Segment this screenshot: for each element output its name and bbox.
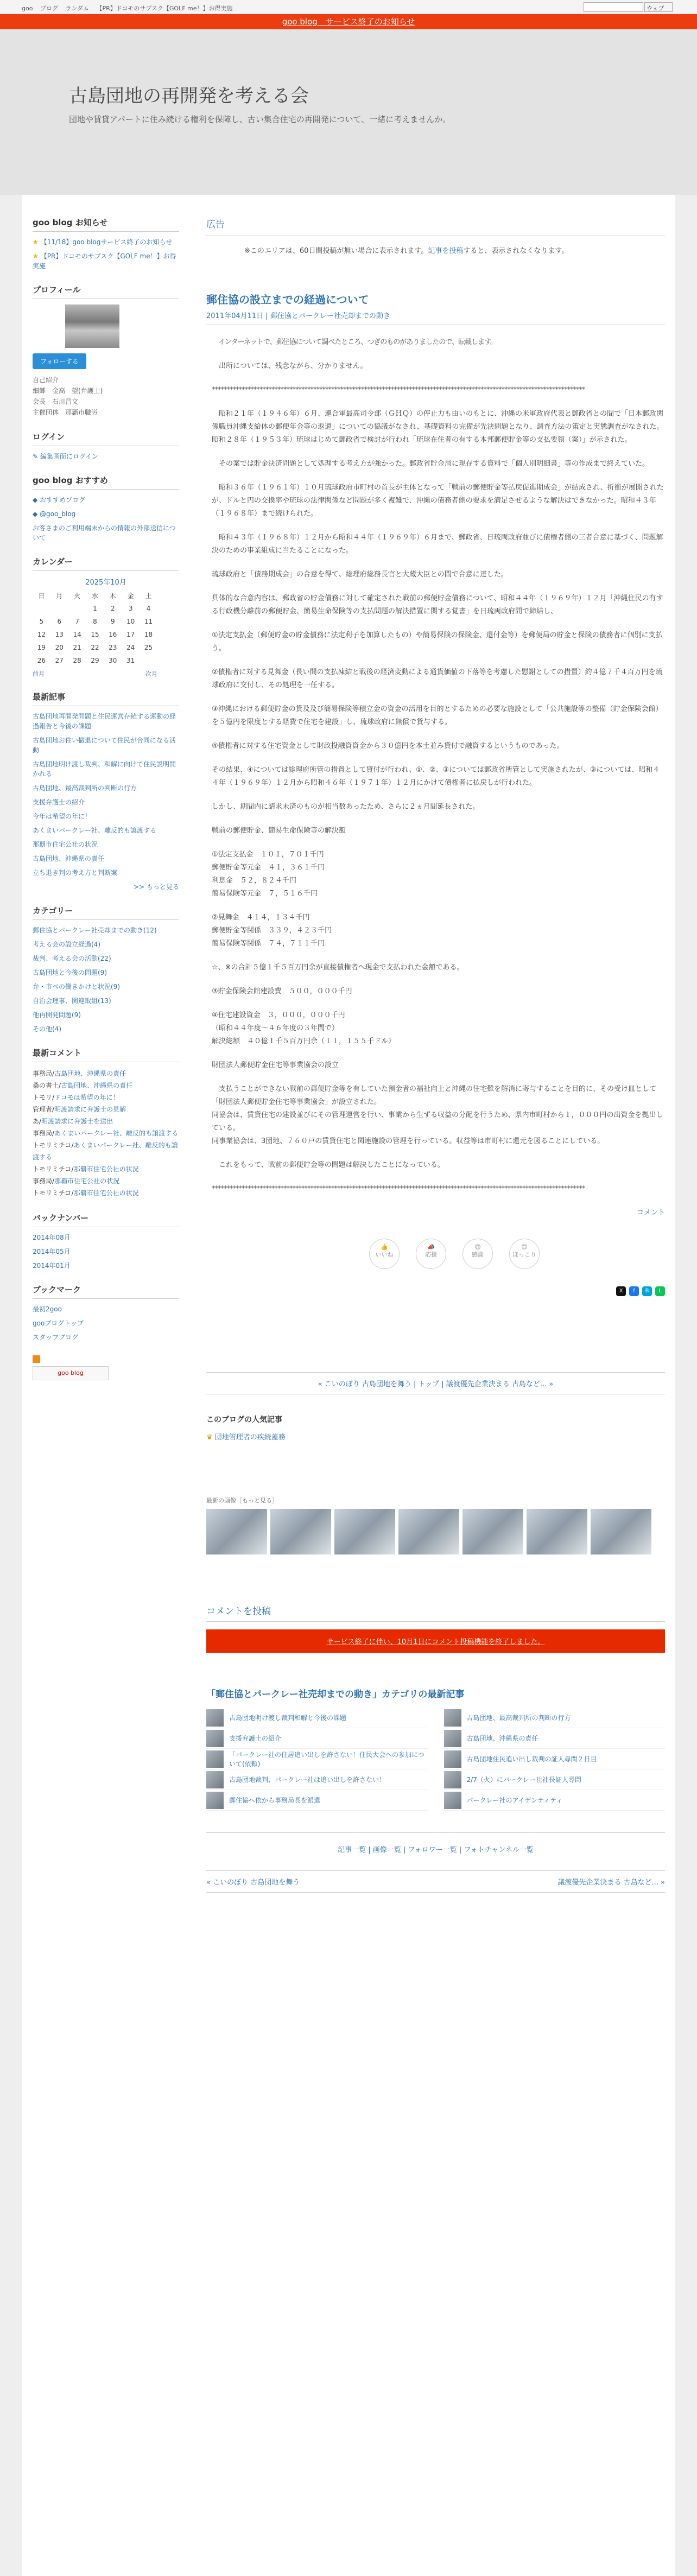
category-latest-item[interactable]: 郵住協へ依から事務局長を派遣 bbox=[206, 1790, 428, 1811]
top-nav bbox=[22, 4, 326, 12]
entry-paragraph: ②債権者に対する見舞金（長い間の支払凍結と戦後の経済変動による通貨価値の下落等を考慮した慰謝としての措置）約４億７千４百万円を琉球政府に交付し、その処理を一任する。 bbox=[212, 668, 663, 689]
backnumber-box bbox=[33, 1212, 179, 1271]
article-thumb bbox=[444, 1709, 461, 1727]
footer-links[interactable]: 記事一覧 | 画像一覧 | フォロワー一覧 | フォトチャンネル一覧 bbox=[206, 1832, 665, 1854]
category-latest-heading: 「郵住協とパークレー社売却までの動き」カテゴリの最新記事 bbox=[206, 1689, 465, 1700]
top-link-random[interactable]: ランダム bbox=[65, 5, 90, 12]
share-buttons bbox=[206, 1286, 665, 1296]
entry-paragraph: ③沖縄における郵便貯金の貸及及び簡易保険等積立金の資金の活用を目的とするための必要な施設として「公共施設等の整備（貯金保険会館）を５億円を限度とする経費で住宅を建設」し、琉球政府に無償で貸与する。 bbox=[212, 705, 663, 726]
photo-strip bbox=[206, 1509, 665, 1555]
star-icon: ★ bbox=[33, 238, 39, 246]
profile-avatar[interactable] bbox=[65, 304, 119, 348]
category-latest-item[interactable]: 「パークレー社の住居追い出しを許さない！住民大会への参加について(依頼) bbox=[206, 1749, 428, 1769]
top-bar bbox=[0, 0, 697, 14]
login-box bbox=[33, 431, 179, 461]
entry-paragraph: 琉球政府と「債務期成会」の合意を得て、総理府総務長官と大蔵大臣との間で合意に達した。 bbox=[212, 570, 508, 579]
bookmark-box bbox=[33, 1284, 179, 1342]
profile-line: 細郷 金高 望(弁護士) bbox=[33, 387, 103, 395]
reaction-warm-button[interactable]: 😊 ほっこり bbox=[509, 1239, 540, 1269]
x-icon: ◆ bbox=[33, 510, 40, 518]
login-link[interactable]: ✎ 編集画面にログイン bbox=[33, 453, 99, 460]
calendar-heading: カレンダー bbox=[33, 556, 179, 571]
entry-paragraph: 具体的な合意内容は、郵政省の貯金債務に対して確定された戦前の郵便貯金債務について、昭和４４年（１９６９年）１２月「沖縄住民の有する行政機分離前の郵便貯金、簡易生命保険等の支払問題の解決措置に関する覚書」を日琉両政府間で締結し、 bbox=[212, 594, 663, 616]
entry-title[interactable]: 郵住協の設立までの経過について bbox=[206, 293, 369, 306]
facebook-share-icon[interactable]: f bbox=[629, 1286, 639, 1296]
calendar-box bbox=[33, 556, 179, 678]
photo-thumb[interactable] bbox=[270, 1509, 331, 1555]
footer-pager bbox=[206, 1870, 665, 1893]
comment-closed-notice[interactable]: サービス終了に伴い、10月1日にコメント投稿機能を終了しました。 bbox=[206, 1629, 665, 1653]
profile-line: 主催団体 那覇市職労 bbox=[33, 409, 98, 416]
category-latest-item[interactable]: 2/7（火）にパークレー社社長証人尋問 bbox=[444, 1769, 666, 1790]
entry-paragraph: ①法定支払金 １０１，７０１千円 郵便貯金等元金 ４１，３６１千円 利息金 ５２，８２４千円 簡易保険等元金 ７，５１６千円 bbox=[212, 851, 325, 898]
recent-item[interactable]: 今年は希望の年に！ bbox=[33, 813, 92, 820]
external-info-link[interactable]: お客さまのご利用端末からの情報の外部送信について bbox=[33, 524, 176, 542]
recent-item[interactable]: 古島団地、沖縄県の責任 bbox=[33, 855, 105, 862]
article-thumb bbox=[206, 1792, 224, 1809]
smile-icon: 😍 bbox=[474, 1243, 481, 1251]
recent-item[interactable]: 那覇市住宅公社の状況 bbox=[33, 841, 98, 848]
blog-icon: ◆ bbox=[33, 496, 40, 504]
article-thumb bbox=[206, 1771, 224, 1788]
thumbs-up-icon: 👍 bbox=[381, 1243, 388, 1251]
article-thumb bbox=[444, 1792, 461, 1809]
article-thumb bbox=[206, 1750, 224, 1768]
search-scope-select[interactable]: ウェブ bbox=[644, 2, 673, 12]
reaction-like-button[interactable]: 👍 いいね bbox=[369, 1239, 400, 1269]
relaxed-icon: 😊 bbox=[521, 1243, 528, 1251]
calendar-next[interactable]: 次月 bbox=[145, 670, 157, 677]
entry-paragraph: ④住宅建設資金 ３，０００，０００千円 （昭和４４年度～４６年度の３年間で） 解決総額 ４０億１千５百万円余（１１，１５５千ドル） bbox=[212, 1011, 396, 1045]
article-thumb bbox=[444, 1771, 461, 1788]
search-input[interactable] bbox=[584, 2, 643, 12]
top-link-goo[interactable]: goo bbox=[22, 5, 33, 12]
bookmark-item[interactable]: スタッフブログ bbox=[33, 1334, 79, 1341]
comment-item[interactable]: トモリミチコ/那覇市住宅公社の状況 bbox=[33, 1189, 139, 1197]
news-box bbox=[33, 217, 179, 271]
category-item[interactable]: 考える会の設立経過(4) bbox=[33, 941, 100, 948]
calendar-table: 日 月 火 水 木 金 土 1 2 3 4 5 6 7 8 9 10 11 12 13 14 15 16 17 18 19 20 21 22 23 24 25 26 27 28 29 30 31 bbox=[37, 592, 153, 664]
comment-item[interactable]: 事務局/古島団地、沖縄県の責任 bbox=[33, 1070, 126, 1077]
recent-item[interactable]: 古島団地明け渡し裁判、和解に向けて住民説明開かれる bbox=[33, 760, 176, 778]
category-latest-item[interactable]: 古島団地住民追い出し裁判の証人尋問２日目 bbox=[444, 1749, 666, 1769]
category-latest-item[interactable]: 古島団地、最高裁判所の判断の行方 bbox=[444, 1708, 666, 1728]
entry-paragraph: ④債権者に対する住宅資金として財政投融資資金から３０億円を本土並み貸付で融資するというものであった。 bbox=[212, 742, 564, 750]
category-item[interactable]: 自治会理事、関連取組(13) bbox=[33, 997, 111, 1005]
entry-paragraph: ①法定支払金（郵便貯金の貯金債務に法定利子を加算したもの）や簡易保険の保険金、還付金等）を郵便局の貯金と保険の債務者に個別に支払う。 bbox=[212, 631, 663, 652]
article-thumb bbox=[206, 1709, 224, 1727]
footer-next-link[interactable]: 議渡優先企業決まる 古島など... » bbox=[557, 1879, 665, 1887]
backnumber-item[interactable]: 2014年05月 bbox=[33, 1248, 71, 1255]
entry-paragraph: インターネットで、郵住協について調べたところ、つぎのものがありましたので、転載します。 bbox=[212, 338, 497, 346]
osusume-heading: goo blog おすすめ bbox=[33, 474, 179, 490]
entry-category[interactable]: 郵住協とパークレー社売却までの動き bbox=[270, 312, 390, 320]
entry-paragraph: 支払うことができない戦前の郵便貯金等を有していた預金者の福祉向上と沖縄の住宅難を解消に寄与することを目的に、その受け皿として「財団法人郵便貯金住宅等事業協会」が設立された。 同協会は、賃貸住宅の建設並びにその管理運営を行い、事業から生ずる収益の分配を行うため、県内市町村から１，０００円の出資金を拠出している。 同事業協会は、3団地、７６０戸の賃貸住宅と関連施設の管理を行っている。収益等は市町村に還元を図ることにしている。 bbox=[212, 1085, 663, 1145]
bookmark-item[interactable]: 最初2goo bbox=[33, 1305, 62, 1313]
category-heading: カテゴリー bbox=[33, 905, 179, 920]
category-box bbox=[33, 905, 179, 1034]
entry-paragraph: 戦前の郵便貯金、簡易生命保険等の解決額 bbox=[212, 827, 346, 835]
service-end-notice[interactable]: goo blog サービス終了のお知らせ bbox=[0, 14, 697, 29]
profile-heading: プロフィール bbox=[33, 284, 179, 299]
category-item[interactable]: 裁判、考える会の活動(22) bbox=[33, 955, 111, 962]
entry-divider: ***************************************************************************************************************************** bbox=[212, 386, 585, 394]
comment-item[interactable]: 事務局/那覇市住宅公社の状況 bbox=[33, 1177, 120, 1185]
crown-icon: ♛ bbox=[206, 1433, 215, 1442]
ad-notice: ※このエリアは、60日間投稿が無い場合に表示されます。記事を投稿すると、表示されなくなります。 bbox=[244, 247, 569, 255]
bookmark-heading: ブックマーク bbox=[33, 1284, 179, 1299]
entry-pager[interactable]: « こいのぼり 古島団地を舞う | トップ | 議渡優先企業決まる 古島など... » bbox=[206, 1372, 665, 1394]
category-latest-item[interactable]: 古島団地裁判、パークレー社は追い出しを許さない！ bbox=[206, 1769, 428, 1790]
calendar-prev[interactable]: 前月 bbox=[33, 670, 45, 677]
category-item[interactable]: 郵住協とパークレー社売却までの動き(12) bbox=[33, 927, 157, 934]
entry-meta: 2011年04月11日 | 郵住協とパークレー社売却までの動き bbox=[206, 307, 665, 325]
osusume-blog-link[interactable]: ◆ おすすめブログ bbox=[33, 496, 86, 504]
entry-paragraph: 昭和４３年（１９６８年）１２月から昭和４４年（１９６９年）６月まで、郵政省、日琉両政府並びに債権者側の三者合意に基づく、問題解決のための事業組成に当たることになった。 bbox=[212, 534, 663, 555]
entry-paragraph: その結果、④については総理府所管の措置として貸付が行われ、①、②、③については郵政省所管として実施されたが、③については、昭和４４年（１９６９年）１２月から昭和４６年（１９７１年）１２月にかけて債権者に払戻しが行われた。 bbox=[212, 766, 660, 787]
comment-item[interactable]: 桑の書士/古島団地、沖縄県の責任 bbox=[33, 1082, 133, 1089]
category-latest-item[interactable]: 古島団地、沖縄県の責任 bbox=[444, 1728, 666, 1749]
entry-paragraph: 昭和３６年（１９６１年）１０月琉球政府市町村の首長が主体となって「戦前の郵便貯金等払戻促進期成会」が結成され、折衝が展開されたが、ドルと円の交換率や琉球の法律関係など問題が多く複雑で、沖縄の債務者側の要求を満足させるような解決はできなかった。昭和４３年（１９６８年）まで続けられた。 bbox=[212, 484, 664, 518]
entry-paragraph: その案では貯金決済問題として処理する考え方が強かった。郵政省貯金局に現存する資料で「個人別明細書」等の作成まで終えていた。 bbox=[212, 460, 650, 468]
follow-button[interactable]: フォローする bbox=[33, 353, 86, 369]
article-thumb bbox=[206, 1730, 224, 1747]
pencil-icon: ✎ bbox=[33, 453, 40, 460]
popular-heading: このブログの人気記事 bbox=[206, 1416, 282, 1424]
entry-paragraph: 財団法人郵便貯金住宅等事業協会の設立 bbox=[212, 1061, 339, 1069]
photos-heading[interactable]: 最新の画像［もっと見る］ bbox=[206, 1497, 278, 1504]
main-content bbox=[206, 217, 665, 1893]
comment-link[interactable]: コメント bbox=[636, 1209, 665, 1217]
blog-title[interactable]: 古島団地の再開発を考える会 bbox=[69, 85, 309, 107]
entry-paragraph: これをもって、戦前の郵便貯金等の問題は解決したことになっている。 bbox=[212, 1161, 445, 1169]
star-icon: ★ bbox=[33, 252, 39, 260]
recent-item[interactable]: 古島団地お住い撤退について住民が合同になる活動 bbox=[33, 737, 176, 754]
recent-item[interactable]: 支援弁護士の紹介 bbox=[33, 798, 85, 806]
comment-item[interactable]: 管理者/明渡請求に弁護士の見解 bbox=[33, 1106, 126, 1113]
entry-paragraph: 出所については、残念ながら、分かりません。 bbox=[212, 362, 367, 370]
news-heading: goo blog お知らせ bbox=[33, 217, 179, 232]
sidebar bbox=[33, 217, 179, 1380]
category-item[interactable]: 他再開発問題(9) bbox=[33, 1011, 81, 1019]
popular-item[interactable]: ♛ 団地管理者の疾続蓋務 bbox=[206, 1433, 286, 1442]
backnumber-heading: バックナンバー bbox=[33, 1212, 179, 1227]
rss-icon[interactable] bbox=[33, 1355, 40, 1363]
category-item[interactable]: その他(4) bbox=[33, 1025, 61, 1033]
entry-paragraph: ☆、※の合計５億１千５百万円余が直接債権者へ現金で支払われた金額である。 bbox=[212, 963, 464, 972]
recent-item[interactable]: あくまいパークレー社、離反的も譲渡する bbox=[33, 827, 157, 834]
ad-heading: 広告 bbox=[206, 217, 665, 236]
photo-thumb[interactable] bbox=[462, 1509, 523, 1555]
category-item[interactable]: 弁・市べの働きかけと状況(9) bbox=[33, 983, 120, 991]
entry-paragraph: しかし、期間内に請求未済のものが相当数あったため、さらに２ヵ月間延長された。 bbox=[212, 803, 480, 811]
comment-item[interactable]: あ/明渡請求に弁護士を送出 bbox=[33, 1118, 113, 1125]
recent-box bbox=[33, 691, 179, 892]
line-share-icon[interactable]: L bbox=[655, 1286, 665, 1296]
osusume-box bbox=[33, 474, 179, 543]
goo-blog-badge[interactable]: goo blog bbox=[33, 1366, 109, 1380]
hatena-share-icon[interactable]: B bbox=[642, 1286, 652, 1296]
top-link-blog[interactable]: ブログ bbox=[40, 5, 58, 12]
x-account-link[interactable]: ◆ @goo_blog bbox=[33, 510, 76, 518]
photo-thumb[interactable] bbox=[398, 1509, 459, 1555]
reaction-buttons bbox=[369, 1239, 665, 1269]
reaction-cheer-button[interactable]: 📣 応援 bbox=[416, 1239, 446, 1269]
comment-item[interactable]: 事務局/あくまいパークレー社、離反的も譲渡する bbox=[33, 1130, 179, 1137]
entry-paragraph: ②見舞金 ４１４，１３４千円 郵便貯金等関係 ３３９，４２３千円 簡易保険等関係 ７４，７１１千円 bbox=[212, 913, 332, 948]
category-latest-item[interactable]: 古島団地明け渡し裁判和解と今後の課題 bbox=[206, 1708, 428, 1728]
category-latest-item[interactable]: 支援弁護士の紹介 bbox=[206, 1728, 428, 1749]
category-latest-list bbox=[206, 1708, 665, 1811]
top-link-pr[interactable]: 【PR】ドコモのサブスク【GOLF me！】お得実施 bbox=[96, 5, 233, 12]
comment-post-heading: コメントを投稿 bbox=[206, 1603, 665, 1622]
profile-line: 会長 石川昌文 bbox=[33, 398, 79, 405]
megaphone-icon: 📣 bbox=[427, 1243, 435, 1251]
recent-item[interactable]: 古島団地再開発問題と住民運営存続する運動の経過報告と今後の課題 bbox=[33, 713, 176, 730]
backnumber-item[interactable]: 2014年08月 bbox=[33, 1234, 71, 1241]
photo-thumb[interactable] bbox=[591, 1509, 651, 1555]
category-latest-item[interactable]: パークレー社のアイデンティティ bbox=[444, 1790, 666, 1811]
blog-header bbox=[0, 29, 697, 195]
photo-thumb[interactable] bbox=[206, 1509, 267, 1555]
entry-date[interactable]: 2011年04月11日 bbox=[206, 312, 264, 320]
comment-item[interactable]: トモリ/ドコモは希望の年に！ bbox=[33, 1094, 119, 1101]
reaction-thanks-button[interactable]: 😍 感謝 bbox=[462, 1239, 493, 1269]
photo-thumb[interactable] bbox=[334, 1509, 395, 1555]
login-heading: ログイン bbox=[33, 431, 179, 446]
entry-paragraph: 昭和２１年（１９４６年）６月、連合軍最高司令部（ＧＨＱ）の停止力も由いのもとに、沖縄の米軍政府代表と郵政省との間で「日本郵政関係職員沖縄支給体の郵便年金等の返還」についての協議がなされ、基礎資料の完備が先決問題となり、調査方法の策定と実態調査がなされた。昭和２８年（１９５３年）琉球はじめて郵政省で検討が行われ「琉球在住者の有する本邦郵便貯金等の支払要領（案）」が示された。 bbox=[212, 410, 664, 444]
comment-item[interactable]: トモリミチコ/那覇市住宅公社の状況 bbox=[33, 1165, 139, 1173]
entry-divider: ***************************************************************************************************************************** bbox=[212, 1185, 585, 1193]
footer-prev-link[interactable]: « こいのぼり 古島団地を舞う bbox=[206, 1879, 300, 1887]
entry-body bbox=[206, 325, 665, 1196]
post-article-link[interactable]: 記事を投稿 bbox=[428, 247, 464, 255]
calendar-month[interactable]: 2025年10月 bbox=[85, 579, 126, 587]
recent-more-link[interactable]: >> もっと見る bbox=[134, 883, 179, 891]
comment-item[interactable]: トモリミチコ/あくまいパークレー社、離反的も譲渡する bbox=[33, 1141, 178, 1161]
comments-box bbox=[33, 1047, 179, 1199]
bookmark-item[interactable]: gooブログトップ bbox=[33, 1319, 84, 1327]
comments-heading: 最新コメント bbox=[33, 1047, 179, 1062]
backnumber-item[interactable]: 2014年01月 bbox=[33, 1262, 71, 1270]
article-thumb bbox=[444, 1750, 461, 1768]
photo-thumb[interactable] bbox=[527, 1509, 587, 1555]
recent-heading: 最新記事 bbox=[33, 691, 179, 706]
category-item[interactable]: 古島団地と今後の問題(9) bbox=[33, 969, 107, 976]
recent-item[interactable]: 古島団地、最高裁判所の判断の行方 bbox=[33, 784, 137, 792]
news-item[interactable]: ★ 【PR】ドコモのサブスク【GOLF me！】お得実施 bbox=[33, 252, 176, 270]
article-thumb bbox=[444, 1730, 461, 1747]
x-share-icon[interactable]: X bbox=[616, 1286, 626, 1296]
blog-description: 団地や賃貸アパートに住み続ける権利を保障し、古い集合住宅の再開発について、一緒に考えませんか。 bbox=[69, 115, 451, 124]
profile-line: 自己紹介 bbox=[33, 376, 59, 384]
recent-item[interactable]: 立ち退き判の考え方と判断案 bbox=[33, 869, 118, 877]
entry-paragraph: ③貯金保険会館建設費 ５００，０００千円 bbox=[212, 987, 352, 995]
profile-box bbox=[33, 284, 179, 418]
news-item[interactable]: ★ 【11/18】goo blogサービス終了のお知らせ bbox=[33, 238, 173, 246]
page-body bbox=[22, 195, 675, 2576]
